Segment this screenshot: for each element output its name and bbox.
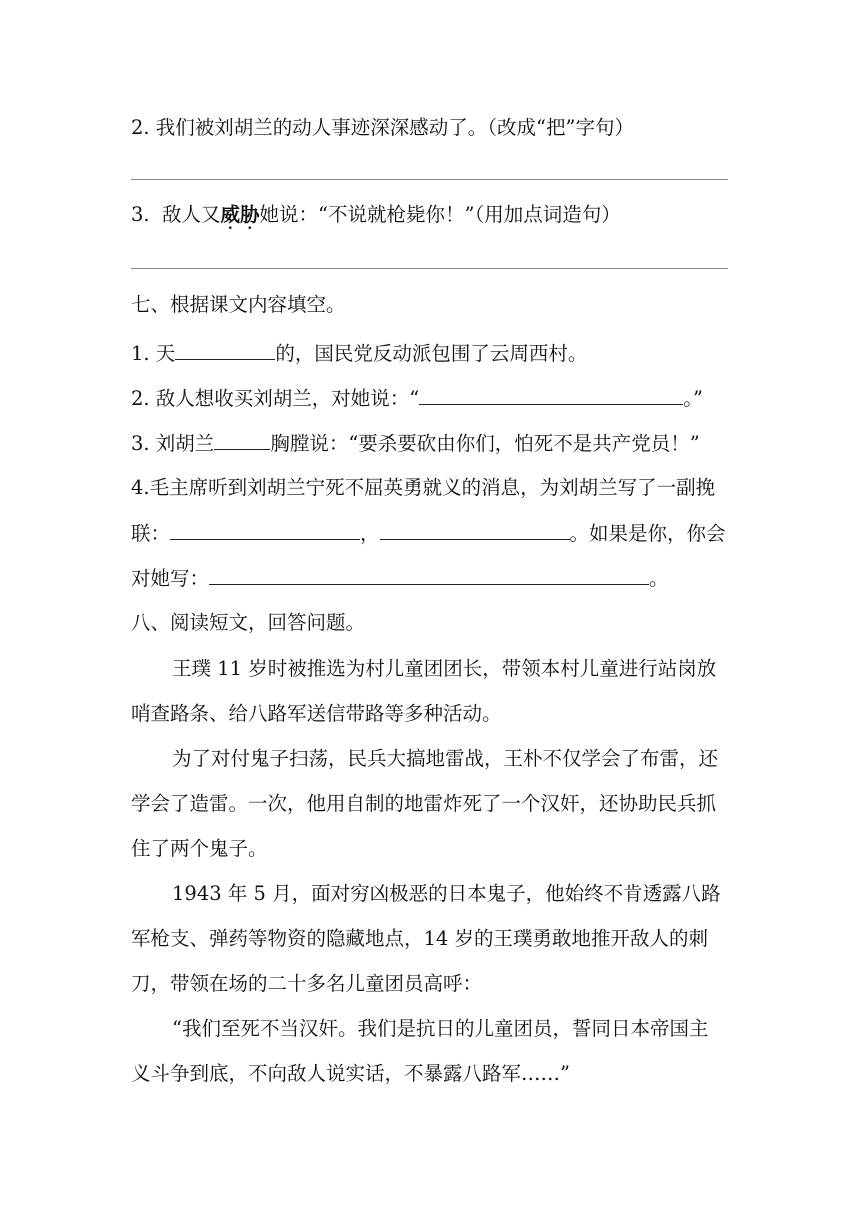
f1-text-b: 的，国民党反动派包围了云周西村。 [275,342,588,365]
passage-p3-line2: 军枪支、弹药等物资的隐藏地点，14 岁的王璞勇敢地推开敌人的刺 [131,927,709,950]
blank-4c[interactable] [209,566,649,585]
fill-item-3 [131,431,700,456]
f2-text-b: 。” [683,387,704,410]
f4-text-b: ， [360,522,380,545]
f3-text-a: 3. 刘胡兰 [131,432,215,455]
fill-item-4-line3 [131,566,669,591]
passage-p2-line1: 为了对付鬼子扫荡，民兵大搞地雷战，王朴不仅学会了布雷，还 [172,747,719,770]
answer-line-q3[interactable] [131,268,728,269]
q3-prefix: 3. 敌人又 [131,203,221,226]
passage-p4-line2: 义斗争到底，不向敌人说实话，不暴露八路军……” [131,1062,570,1085]
section-7-title: 七、根据课文内容填空。 [131,293,346,316]
question-2: 2. 我们被刘胡兰的动人事迹深深感动了。（改成“把”字句） [131,116,634,139]
passage-p2-line3: 住了两个鬼子。 [131,837,268,860]
passage-p2-line2: 学会了造雷。一次，他用自制的地雷炸死了一个汉奸，还协助民兵抓 [131,792,717,815]
f2-text-a: 2. 敌人想收买刘胡兰，对她说：“ [131,387,420,410]
section-8-title: 八、阅读短文，回答问题。 [131,611,366,634]
f4-text-e: 。 [649,567,669,590]
blank-4a[interactable] [170,521,360,540]
blank-4b[interactable] [380,521,570,540]
passage-p3-line3: 刀，带领在场的二十多名儿童团员高呼： [131,972,483,995]
f4-text-c: 。如果是你，你会 [569,522,726,545]
fill-item-4-line2 [131,521,726,546]
fill-item-2 [131,386,703,411]
blank-2[interactable] [419,386,683,405]
blank-1[interactable] [175,341,275,360]
f1-text-a: 1. 天 [131,342,176,365]
blank-3[interactable] [214,431,270,450]
passage-p1-line2: 哨查路条、给八路军送信带路等多种活动。 [131,702,502,725]
fill-item-4-line1: 4.毛主席听到刘胡兰宁死不屈英勇就义的消息，为刘胡兰写了一副挽 [131,476,716,499]
question-3 [131,203,621,227]
passage-p1-line1: 王璞 11 岁时被推选为村儿童团团长，带领本村儿童进行站岗放 [172,657,717,680]
fill-item-1 [131,341,587,366]
f4-text-a: 联： [131,522,171,545]
emphasized-char-wei: 威 [220,203,241,226]
emphasized-char-xie: 胁 [240,203,260,226]
q3-suffix: 她说：“不说就枪毙你！”（用加点词造句） [259,203,621,226]
f4-text-d: 对她写： [131,567,210,590]
answer-line-q2[interactable] [131,179,728,180]
f3-text-b: 胸膛说：“要杀要砍由你们，怕死不是共产党员！” [270,432,700,455]
passage-p4-line1: “我们至死不当汉奸。我们是抗日的儿童团员，誓同日本帝国主 [172,1017,709,1040]
passage-p3-line1: 1943 年 5 月，面对穷凶极恶的日本鬼子，他始终不肯透露八路 [172,882,721,905]
